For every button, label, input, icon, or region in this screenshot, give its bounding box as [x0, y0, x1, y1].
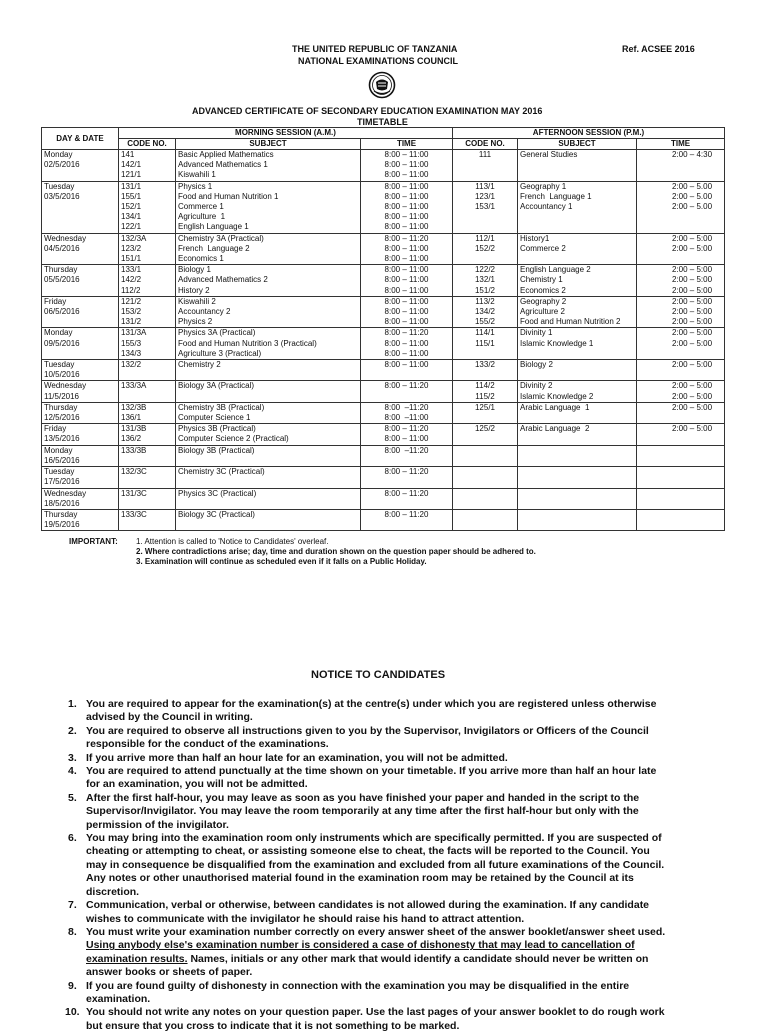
day-date-cell: Tuesday 17/5/2016 — [42, 467, 119, 488]
morning-time-cell: 8:00 – 11:20 — [361, 467, 453, 488]
afternoon-subject-header: SUBJECT — [518, 139, 637, 150]
timetable-subtitle: TIMETABLE — [357, 117, 408, 127]
important-note-1: 1. Attention is called to 'Notice to Candidates' overleaf. — [136, 537, 329, 546]
afternoon-time-cell: 2:00 – 5:00 — [637, 424, 725, 445]
notice-item — [68, 926, 668, 980]
notice-number: 4. — [68, 765, 77, 778]
exam-timetable — [41, 127, 725, 531]
morning-subject-header: SUBJECT — [176, 139, 361, 150]
morning-subject-cell: Physics 3B (Practical) Computer Science 2 (Practical) — [176, 424, 361, 445]
morning-time-header: TIME — [361, 139, 453, 150]
morning-code-cell: 132/2 — [119, 360, 176, 381]
notice-text: You are required to observe all instructions given to you by the Supervisor, Invigilators or Officers of the Council responsible for the conduct of the examinations. — [86, 724, 649, 751]
afternoon-time-cell — [637, 467, 725, 488]
afternoon-code-cell: 122/2 132/1 151/2 — [453, 265, 518, 297]
afternoon-subject-cell: Divinity 1 Islamic Knowledge 1 — [518, 328, 637, 360]
day-date-cell: Monday 16/5/2016 — [42, 445, 119, 466]
morning-time-cell: 8:00 – 11:20 — [361, 509, 453, 530]
morning-subject-cell: Chemistry 3B (Practical) Computer Science 1 — [176, 402, 361, 423]
important-note-2: 2. Where contradictions arise; day, time and duration shown on the question paper should be adhered to. — [136, 547, 536, 556]
morning-time-cell: 8:00 –11:20 — [361, 445, 453, 466]
timetable-row — [42, 488, 725, 509]
notice-item — [68, 765, 668, 792]
day-date-cell: Tuesday 03/5/2016 — [42, 181, 119, 233]
council-title: NATIONAL EXAMINATIONS COUNCIL — [298, 56, 458, 66]
afternoon-code-header: CODE NO. — [453, 139, 518, 150]
afternoon-subject-cell: History1 Commerce 2 — [518, 233, 637, 265]
afternoon-subject-cell: Divinity 2 Islamic Knowledge 2 — [518, 381, 637, 402]
timetable-row — [42, 296, 725, 328]
notice-text: You must write your examination number correctly on every answer sheet of the answer booklet/answer sheet used. — [86, 925, 666, 938]
afternoon-code-cell: 133/2 — [453, 360, 518, 381]
morning-time-cell: 8:00 – 11:00 8:00 – 11:00 8:00 – 11:00 8:00 – 11:00 8:00 – 11:00 — [361, 181, 453, 233]
notice-list — [65, 698, 668, 1033]
notice-text: You are required to appear for the examination(s) at the centre(s) under which you are registered unless otherwise advised by the Council in writing. — [86, 698, 657, 724]
notice-number: 9. — [68, 979, 77, 992]
afternoon-code-cell: 113/2 134/2 155/2 — [453, 296, 518, 328]
morning-code-cell: 131/1 155/1 152/1 134/1 122/1 — [119, 181, 176, 233]
afternoon-code-cell: 113/1 123/1 153/1 — [453, 181, 518, 233]
notice-text-underlined: Using anybody else's examination number is considered a case of dishonesty that may lead to cancellation of examination results. — [86, 939, 635, 965]
morning-subject-cell: Biology 3B (Practical) — [176, 445, 361, 466]
notice-item — [68, 725, 668, 752]
afternoon-time-cell: 2:00 – 5:00 — [637, 402, 725, 423]
exam-title: ADVANCED CERTIFICATE OF SECONDARY EDUCATION EXAMINATION MAY 2016 — [192, 106, 543, 116]
notice-item — [68, 698, 668, 725]
day-date-cell: Friday 06/5/2016 — [42, 296, 119, 328]
morning-time-cell: 8:00 – 11:00 — [361, 360, 453, 381]
notice-text: Communication, verbal or otherwise, between candidates is not allowed during the examination. If any candidate wishes to communicate with the invigilator he should raise his hand to attract attention. — [86, 899, 650, 925]
morning-time-cell: 8:00 – 11:00 8:00 – 11:00 8:00 – 11:00 — [361, 265, 453, 297]
timetable-row — [42, 467, 725, 488]
morning-subject-cell: Biology 3A (Practical) — [176, 381, 361, 402]
notice-title: NOTICE TO CANDIDATES — [311, 669, 446, 681]
afternoon-time-cell: 2:00 – 5:00 2:00 – 5:00 — [637, 381, 725, 402]
morning-code-cell: 141 142/1 121/1 — [119, 150, 176, 182]
timetable-row — [42, 233, 725, 265]
morning-code-cell: 132/3B 136/1 — [119, 402, 176, 423]
afternoon-subject-cell: Geography 1 French Language 1 Accountancy 1 — [518, 181, 637, 233]
timetable-row — [42, 360, 725, 381]
morning-subject-cell: Chemistry 3A (Practical) French Language 2 Economics 1 — [176, 233, 361, 265]
notice-number: 5. — [68, 791, 77, 804]
afternoon-subject-cell — [518, 467, 637, 488]
important-label: IMPORTANT: — [69, 537, 118, 546]
morning-time-cell: 8:00 – 11:00 8:00 – 11:00 8:00 – 11:00 — [361, 296, 453, 328]
day-date-cell: Wednesday 04/5/2016 — [42, 233, 119, 265]
morning-time-cell: 8:00 – 11:20 8:00 – 11:00 8:00 – 11:00 — [361, 328, 453, 360]
timetable-row — [42, 381, 725, 402]
afternoon-time-cell — [637, 488, 725, 509]
afternoon-subject-cell: General Studies — [518, 150, 637, 182]
notice-item — [68, 752, 668, 765]
notice-text: If you arrive more than half an hour late for an examination, you will not be admitted. — [86, 751, 508, 764]
notice-number: 8. — [68, 925, 77, 938]
afternoon-code-cell — [453, 488, 518, 509]
day-date-cell: Wednesday 11/5/2016 — [42, 381, 119, 402]
morning-time-cell: 8:00 – 11:20 — [361, 488, 453, 509]
morning-subject-cell: Basic Applied Mathematics Advanced Mathematics 1 Kiswahili 1 — [176, 150, 361, 182]
timetable-row — [42, 150, 725, 182]
notice-item — [68, 792, 668, 832]
afternoon-code-cell — [453, 467, 518, 488]
morning-subject-cell: Physics 3C (Practical) — [176, 488, 361, 509]
afternoon-time-cell: 2:00 – 5:00 2:00 – 5:00 2:00 – 5:00 — [637, 265, 725, 297]
afternoon-subject-cell — [518, 488, 637, 509]
morning-time-cell: 8:00 –11:20 8:00 –11:00 — [361, 402, 453, 423]
notice-item — [68, 980, 668, 1007]
notice-number: 10. — [65, 1006, 80, 1019]
morning-code-cell: 121/2 153/2 131/2 — [119, 296, 176, 328]
afternoon-subject-cell — [518, 509, 637, 530]
afternoon-code-cell: 125/2 — [453, 424, 518, 445]
notice-item — [68, 899, 668, 926]
notice-number: 2. — [68, 724, 77, 737]
morning-subject-cell: Kiswahili 2 Accountancy 2 Physics 2 — [176, 296, 361, 328]
notice-item — [65, 1006, 668, 1033]
notice-text: You may bring into the examination room only instruments which are specifically permitted. If you are suspected of cheating or attempting to cheat, or assisting someone else to cheat, the facts will be reported to the Council. You may in consequence be disqualified from the examination and excluded from all future examinations of the Council. Any notes or other unauthorised material found in the examination room may be retained by the Council at its discretion. — [86, 832, 665, 898]
morning-code-cell: 133/3B — [119, 445, 176, 466]
timetable-row — [42, 328, 725, 360]
afternoon-time-cell: 2:00 – 5:00 2:00 – 5:00 — [637, 233, 725, 265]
morning-code-cell: 133/3C — [119, 509, 176, 530]
afternoon-code-cell — [453, 445, 518, 466]
morning-time-cell: 8:00 – 11:00 8:00 – 11:00 8:00 – 11:00 — [361, 150, 453, 182]
morning-time-cell: 8:00 – 11:20 — [361, 381, 453, 402]
afternoon-subject-cell: Geography 2 Agriculture 2 Food and Human Nutrition 2 — [518, 296, 637, 328]
morning-code-cell: 131/3A 155/3 134/3 — [119, 328, 176, 360]
afternoon-time-cell: 2:00 – 4:30 — [637, 150, 725, 182]
afternoon-code-cell: 114/1 115/1 — [453, 328, 518, 360]
timetable-row — [42, 265, 725, 297]
notice-number: 7. — [68, 899, 77, 912]
day-date-cell: Thursday 19/5/2016 — [42, 509, 119, 530]
morning-code-header: CODE NO. — [119, 139, 176, 150]
morning-subject-cell: Biology 3C (Practical) — [176, 509, 361, 530]
notice-number: 6. — [68, 832, 77, 845]
morning-code-cell: 131/3C — [119, 488, 176, 509]
morning-subject-cell: Physics 3A (Practical) Food and Human Nutrition 3 (Practical) Agriculture 3 (Practical) — [176, 328, 361, 360]
reference-number: Ref. ACSEE 2016 — [622, 44, 695, 54]
afternoon-time-cell: 2:00 – 5.00 2:00 – 5.00 2:00 – 5.00 — [637, 181, 725, 233]
afternoon-code-cell: 114/2 115/2 — [453, 381, 518, 402]
afternoon-time-cell: 2:00 – 5:00 — [637, 360, 725, 381]
afternoon-code-cell: 112/1 152/2 — [453, 233, 518, 265]
important-note-3: 3. Examination will continue as scheduled even if it falls on a Public Holiday. — [136, 557, 427, 566]
day-date-cell: Monday 09/5/2016 — [42, 328, 119, 360]
afternoon-time-cell — [637, 445, 725, 466]
notice-text: You should not write any notes on your question paper. Use the last pages of your answer booklet to do rough work but ensure that you cross to indicate that it is not something to be marked. — [86, 1006, 665, 1032]
notice-item — [68, 832, 668, 899]
morning-time-cell: 8:00 – 11:20 8:00 – 11:00 — [361, 424, 453, 445]
notice-text: After the first half-hour, you may leave as soon as you have finished your paper and handed in the script to the Supervisor/Invigilator. You may leave the room temporarily at any time after the first half-hour but only with the permission of the invigilator. — [86, 791, 640, 831]
day-date-cell: Tuesday 10/5/2016 — [42, 360, 119, 381]
timetable-row — [42, 181, 725, 233]
afternoon-subject-cell — [518, 445, 637, 466]
notice-text: Names, initials or any other mark that would identify a candidate should never be written on answer books or sheets of paper. — [86, 952, 649, 979]
afternoon-subject-cell: Arabic Language 2 — [518, 424, 637, 445]
day-date-cell: Friday 13/5/2016 — [42, 424, 119, 445]
morning-code-cell: 132/3A 123/2 151/1 — [119, 233, 176, 265]
afternoon-code-cell: 125/1 — [453, 402, 518, 423]
day-date-cell: Thursday 12/5/2016 — [42, 402, 119, 423]
morning-time-cell: 8:00 – 11:20 8:00 – 11:00 8:00 – 11:00 — [361, 233, 453, 265]
notice-number: 1. — [68, 698, 77, 710]
notice-text: You are required to attend punctually at the time shown on your timetable. If you arrive more than half an hour late for an examination, you will not be admitted. — [86, 765, 657, 791]
afternoon-subject-cell: English Language 2 Chemistry 1 Economics 2 — [518, 265, 637, 297]
day-date-header: DAY & DATE — [42, 128, 119, 150]
timetable-row — [42, 424, 725, 445]
national-crest-icon — [368, 71, 396, 99]
day-date-cell: Thursday 05/5/2016 — [42, 265, 119, 297]
day-date-cell: Wednesday 18/5/2016 — [42, 488, 119, 509]
afternoon-code-cell — [453, 509, 518, 530]
morning-subject-cell: Chemistry 3C (Practical) — [176, 467, 361, 488]
country-title: THE UNITED REPUBLIC OF TANZANIA — [292, 44, 458, 54]
afternoon-subject-cell: Arabic Language 1 — [518, 402, 637, 423]
timetable-row — [42, 445, 725, 466]
afternoon-time-cell — [637, 509, 725, 530]
morning-code-cell: 133/1 142/2 112/2 — [119, 265, 176, 297]
morning-subject-cell: Physics 1 Food and Human Nutrition 1 Commerce 1 Agriculture 1 English Language 1 — [176, 181, 361, 233]
day-date-cell: Monday 02/5/2016 — [42, 150, 119, 182]
notice-number: 3. — [68, 751, 77, 764]
morning-session-header: MORNING SESSION (A.M.) — [119, 128, 453, 139]
notice-text: If you are found guilty of dishonesty in connection with the examination you may be disqualified in the entire examination. — [86, 979, 630, 1005]
morning-code-cell: 132/3C — [119, 467, 176, 488]
afternoon-time-cell: 2:00 – 5:00 2:00 – 5:00 2:00 – 5:00 — [637, 296, 725, 328]
afternoon-code-cell: 111 — [453, 150, 518, 182]
morning-subject-cell: Biology 1 Advanced Mathematics 2 History 2 — [176, 265, 361, 297]
morning-code-cell: 131/3B 136/2 — [119, 424, 176, 445]
timetable-row — [42, 509, 725, 530]
afternoon-subject-cell: Biology 2 — [518, 360, 637, 381]
morning-subject-cell: Chemistry 2 — [176, 360, 361, 381]
timetable-row — [42, 402, 725, 423]
afternoon-time-cell: 2:00 – 5:00 2:00 – 5:00 — [637, 328, 725, 360]
morning-code-cell: 133/3A — [119, 381, 176, 402]
afternoon-time-header: TIME — [637, 139, 725, 150]
afternoon-session-header: AFTERNOON SESSION (P.M.) — [453, 128, 725, 139]
